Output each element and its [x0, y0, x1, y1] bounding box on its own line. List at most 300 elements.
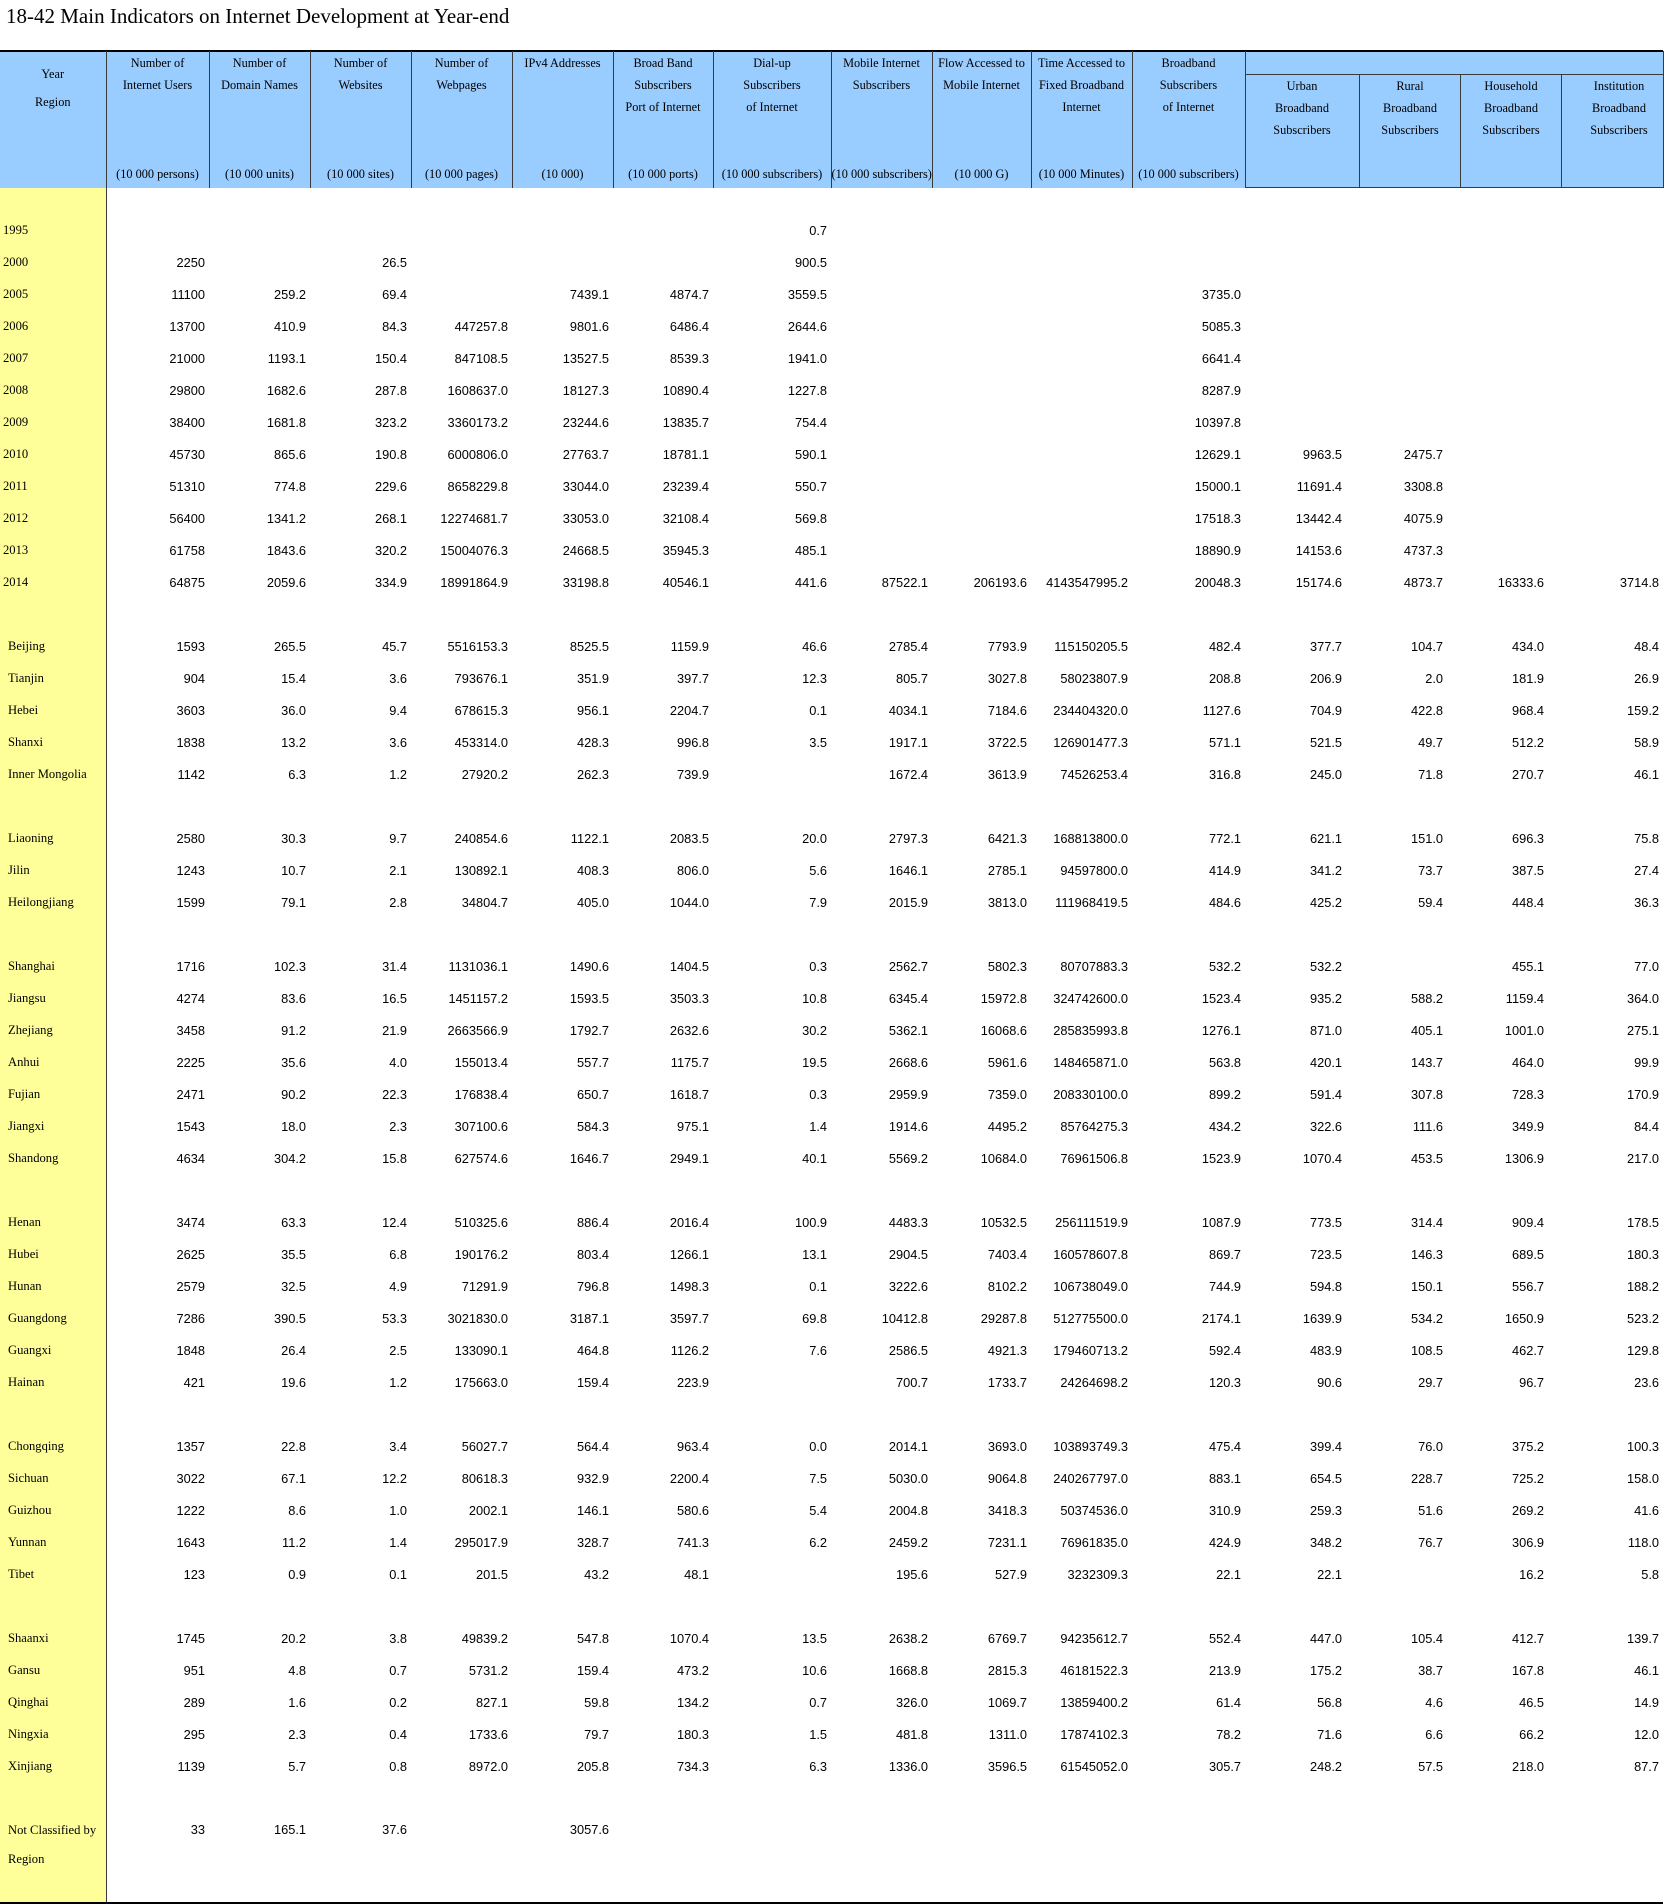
data-cell: 4075.9: [1403, 510, 1443, 526]
subcolumn-header: [1246, 75, 1359, 187]
data-cell: 3503.3: [669, 990, 709, 1006]
data-cell: 2580: [176, 830, 205, 846]
data-cell: 38400: [169, 414, 205, 430]
data-cell: [411, 278, 512, 310]
data-cell: 10.7: [281, 862, 306, 878]
region-row: [0, 1142, 1663, 1174]
column-header-line: of Internet: [1162, 100, 1215, 114]
subcolumn-header-line: Household: [1484, 79, 1538, 93]
region-row: [0, 662, 1663, 694]
data-cell: 774.8: [273, 478, 306, 494]
data-cell: 29800: [169, 382, 205, 398]
data-cell: 314.4: [1410, 1214, 1443, 1230]
data-cell: 2475.7: [1403, 446, 1443, 462]
data-cell: 700.7: [895, 1374, 928, 1390]
data-cell: [831, 310, 932, 342]
data-cell: 1843.6: [266, 542, 306, 558]
data-cell: 6486.4: [669, 318, 709, 334]
data-cell: [209, 214, 310, 246]
data-cell: 96.7: [1519, 1374, 1544, 1390]
data-cell: 234404320.0: [1053, 702, 1128, 718]
data-cell: 869.7: [1208, 1246, 1241, 1262]
region-label: Tibet: [0, 1558, 106, 1590]
data-cell: [613, 246, 713, 278]
data-cell: 689.5: [1511, 1246, 1544, 1262]
data-cell: 2949.1: [669, 1150, 709, 1166]
data-cell: 3693.0: [987, 1438, 1027, 1454]
data-cell: [1548, 374, 1663, 406]
data-cell: 1276.1: [1201, 1022, 1241, 1038]
data-cell: 481.8: [895, 1726, 928, 1742]
data-cell: 83.6: [281, 990, 306, 1006]
data-cell: 1243: [176, 862, 205, 878]
stub-region-label: Region: [34, 95, 71, 109]
data-cell: 696.3: [1511, 830, 1544, 846]
data-cell: 146.3: [1410, 1246, 1443, 1262]
data-cell: 108.5: [1410, 1342, 1443, 1358]
data-cell: 33044.0: [562, 478, 609, 494]
data-cell: 328.7: [576, 1534, 609, 1550]
region-row: [0, 1366, 1663, 1398]
data-cell: 106738049.0: [1053, 1278, 1128, 1294]
data-cell: 2014.1: [888, 1438, 928, 1454]
data-cell: 48.1: [684, 1566, 709, 1582]
data-cell: 428.3: [576, 734, 609, 750]
data-cell: 316.8: [1208, 766, 1241, 782]
data-cell: 14153.6: [1295, 542, 1342, 558]
data-cell: 23244.6: [562, 414, 609, 430]
data-cell: [1245, 342, 1346, 374]
year-label: 1995: [0, 214, 106, 246]
data-cell: 7.5: [809, 1470, 827, 1486]
data-cell: 806.0: [676, 862, 709, 878]
column-header: [1132, 51, 1245, 188]
data-cell: 5.6: [809, 862, 827, 878]
data-cell: [932, 342, 1031, 374]
data-cell: 734.3: [676, 1758, 709, 1774]
year-label: 2009: [0, 406, 106, 438]
data-cell: 1266.1: [669, 1246, 709, 1262]
data-cell: 165.1: [273, 1822, 306, 1837]
data-cell: 2174.1: [1201, 1310, 1241, 1326]
region-row: [0, 1462, 1663, 1494]
data-cell: 348.2: [1309, 1534, 1342, 1550]
data-cell: [831, 214, 932, 246]
year-row: [0, 342, 1663, 374]
data-cell: 170.9: [1626, 1086, 1659, 1102]
stub-header: [0, 51, 106, 188]
data-cell: 482.4: [1208, 638, 1241, 654]
data-cell: 3.6: [389, 734, 407, 750]
data-cell: 900.5: [794, 254, 827, 270]
subcolumn-header-line: Rural: [1396, 79, 1424, 93]
spacer-row: [0, 1590, 1663, 1622]
data-cell: 484.6: [1208, 894, 1241, 910]
data-cell: 130892.1: [454, 862, 508, 878]
region-row: [0, 822, 1663, 854]
data-cell: [1548, 310, 1663, 342]
data-cell: 2663566.9: [447, 1022, 508, 1038]
data-cell: 584.3: [576, 1118, 609, 1134]
data-cell: 4.8: [288, 1662, 306, 1678]
data-cell: 78.2: [1216, 1726, 1241, 1742]
data-cell: 1159.9: [670, 638, 709, 654]
data-cell: 2.8: [389, 894, 407, 910]
data-cell: 2644.6: [787, 318, 827, 334]
data-cell: 13.1: [802, 1246, 827, 1262]
data-cell: 3597.7: [669, 1310, 709, 1326]
region-row: [0, 1750, 1663, 1782]
data-cell: 447.0: [1309, 1630, 1342, 1646]
data-cell: 2562.7: [888, 958, 928, 974]
data-cell: 30.2: [802, 1022, 827, 1038]
data-cell: 621.1: [1309, 830, 1342, 846]
data-cell: 6769.7: [987, 1630, 1027, 1646]
data-cell: 1848: [176, 1342, 205, 1358]
data-cell: 375.2: [1511, 1438, 1544, 1454]
data-cell: 201.5: [475, 1566, 508, 1582]
data-cell: 11691.4: [1296, 478, 1342, 494]
data-cell: [831, 342, 932, 374]
data-cell: 24668.5: [562, 542, 609, 558]
data-cell: 9801.6: [569, 318, 609, 334]
data-cell: 475.4: [1208, 1438, 1241, 1454]
data-cell: [1447, 342, 1548, 374]
subcolumn-header-line: Subscribers: [1590, 123, 1648, 137]
data-cell: 434.2: [1208, 1118, 1241, 1134]
data-cell: 20.0: [802, 830, 827, 846]
data-cell: 139.7: [1626, 1630, 1659, 1646]
region-label: Heilongjiang: [0, 886, 106, 918]
data-cell: 15972.8: [980, 990, 1027, 1006]
data-cell: 1941.0: [787, 350, 827, 366]
region-label: Tianjin: [0, 662, 106, 694]
data-cell: 1608637.0: [447, 382, 508, 398]
column-header-line: of Internet: [746, 100, 798, 114]
data-cell: 1593.5: [569, 990, 609, 1006]
column-header-unit: (10 000 pages): [424, 167, 499, 181]
data-cell: [932, 1814, 1031, 1874]
data-cell: 0.7: [809, 1694, 827, 1710]
data-cell: 434.0: [1511, 638, 1544, 654]
region-row: [0, 726, 1663, 758]
data-cell: 424.9: [1208, 1534, 1241, 1550]
data-cell: [1447, 470, 1548, 502]
data-cell: 590.1: [794, 446, 827, 462]
data-cell: 1668.8: [888, 1662, 928, 1678]
data-cell: 594.8: [1309, 1278, 1342, 1294]
data-cell: 49.7: [1418, 734, 1443, 750]
data-cell: 1044.0: [669, 894, 709, 910]
data-cell: [106, 214, 209, 246]
region-label: Jiangxi: [0, 1110, 106, 1142]
data-cell: [1447, 1814, 1548, 1874]
data-cell: 341.2: [1309, 862, 1342, 878]
data-cell: 84.3: [382, 318, 407, 334]
data-cell: 571.1: [1208, 734, 1241, 750]
data-cell: 3.5: [809, 734, 827, 750]
data-cell: 175.2: [1309, 1662, 1342, 1678]
column-header: [613, 51, 713, 188]
data-cell: 94597800.0: [1060, 862, 1128, 878]
data-cell: 5802.3: [987, 958, 1027, 974]
year-label: 2013: [0, 534, 106, 566]
data-cell: 213.9: [1208, 1662, 1241, 1678]
data-cell: 77.0: [1634, 958, 1659, 974]
column-header-line: Broad Band: [633, 56, 693, 70]
subcolumn-header: [1359, 75, 1461, 187]
data-cell: [1548, 214, 1663, 246]
data-cell: [1031, 470, 1132, 502]
data-cell: [1447, 310, 1548, 342]
data-cell: 3722.5: [987, 734, 1027, 750]
data-cell: 455.1: [1511, 958, 1544, 974]
data-cell: 4034.1: [888, 702, 928, 718]
data-cell: 865.6: [273, 446, 306, 462]
region-label: Hainan: [0, 1366, 106, 1398]
data-cell: 14.9: [1634, 1694, 1659, 1710]
data-cell: 909.4: [1511, 1214, 1544, 1230]
subcolumn-header-line: Urban: [1286, 79, 1318, 93]
data-cell: 3474: [176, 1214, 205, 1230]
data-cell: [1031, 1814, 1132, 1874]
data-cell: [1132, 246, 1245, 278]
data-cell: [1346, 310, 1447, 342]
data-cell: 3458: [176, 1022, 205, 1038]
year-label: 2005: [0, 278, 106, 310]
data-cell: 23.6: [1634, 1374, 1659, 1390]
data-cell: 94235612.7: [1060, 1630, 1128, 1646]
data-cell: 33: [190, 1822, 205, 1837]
region-row: [0, 1270, 1663, 1302]
data-cell: [932, 310, 1031, 342]
data-cell: 1.2: [389, 766, 407, 782]
data-cell: 16333.6: [1497, 574, 1544, 590]
data-cell: 295: [183, 1726, 205, 1742]
data-cell: [932, 246, 1031, 278]
column-header: [209, 51, 310, 188]
column-header-line: Port of Internet: [625, 100, 701, 114]
data-cell: 2959.9: [888, 1086, 928, 1102]
data-cell: 20.2: [281, 1630, 306, 1646]
column-header: [411, 51, 512, 188]
data-cell: 0.3: [809, 958, 827, 974]
data-cell: 7.6: [809, 1342, 827, 1358]
data-cell: 725.2: [1511, 1470, 1544, 1486]
data-cell: 3559.5: [787, 286, 827, 302]
data-cell: 36.0: [281, 702, 306, 718]
data-cell: 4873.7: [1403, 574, 1443, 590]
data-cell: 3057.6: [569, 1822, 609, 1837]
region-row: [0, 1302, 1663, 1334]
data-cell: 148465871.0: [1053, 1054, 1128, 1070]
column-header-unit: (10 000 subscribers): [831, 167, 932, 181]
data-cell: 1193.1: [267, 350, 306, 366]
data-cell: [1031, 374, 1132, 406]
data-cell: 133090.1: [454, 1342, 508, 1358]
region-row: [0, 1014, 1663, 1046]
data-cell: 2.1: [389, 862, 407, 878]
data-cell: 16.5: [382, 990, 407, 1006]
region-row: [0, 1622, 1663, 1654]
data-cell: 29287.8: [980, 1310, 1027, 1326]
data-cell: 3308.8: [1403, 478, 1443, 494]
data-cell: 289: [183, 1694, 205, 1710]
data-cell: [1245, 374, 1346, 406]
data-cell: 1070.4: [669, 1630, 709, 1646]
data-cell: 158.0: [1626, 1470, 1659, 1486]
data-cell: 159.4: [576, 1374, 609, 1390]
data-cell: 176838.4: [454, 1086, 508, 1102]
data-cell: [1346, 374, 1447, 406]
data-cell: 275.1: [1626, 1022, 1659, 1038]
data-cell: 1069.7: [987, 1694, 1027, 1710]
data-cell: [932, 214, 1031, 246]
data-cell: 975.1: [676, 1118, 709, 1134]
column-header-line: Internet Users: [122, 78, 193, 92]
data-cell: 1227.8: [787, 382, 827, 398]
data-cell: 66.2: [1519, 1726, 1544, 1742]
data-cell: 1646.1: [888, 862, 928, 878]
data-cell: 2.5: [389, 1342, 407, 1358]
stub-year-label: Year: [41, 67, 65, 81]
region-row: [0, 1110, 1663, 1142]
data-cell: 2668.6: [888, 1054, 928, 1070]
data-cell: 22.8: [281, 1438, 306, 1454]
data-cell: 0.1: [389, 1566, 407, 1582]
data-cell: 134.2: [676, 1694, 709, 1710]
data-cell: 3360173.2: [447, 414, 508, 430]
data-cell: 9064.8: [987, 1470, 1027, 1486]
data-cell: [831, 246, 932, 278]
data-cell: 8525.5: [569, 638, 609, 654]
data-cell: 8287.9: [1201, 382, 1241, 398]
region-label: Gansu: [0, 1654, 106, 1686]
data-cell: 2815.3: [987, 1662, 1027, 1678]
data-cell: 71.8: [1418, 766, 1443, 782]
column-header-unit: (10 000 subscribers): [721, 167, 823, 181]
data-cell: 772.1: [1208, 830, 1241, 846]
data-cell: 2004.8: [888, 1502, 928, 1518]
region-label: Jilin: [0, 854, 106, 886]
data-cell: 240267797.0: [1053, 1470, 1128, 1486]
data-cell: 552.4: [1208, 1630, 1241, 1646]
column-header-line: Dial-up: [753, 56, 791, 70]
data-cell: 1.4: [389, 1534, 407, 1550]
data-cell: [1447, 278, 1548, 310]
data-cell: [831, 278, 932, 310]
data-cell: 2.0: [1425, 670, 1443, 686]
data-cell: [1031, 214, 1132, 246]
data-cell: 168813800.0: [1053, 830, 1128, 846]
data-cell: 35.5: [281, 1246, 306, 1262]
region-label: Zhejiang: [0, 1014, 106, 1046]
data-cell: 105.4: [1410, 1630, 1443, 1646]
year-row: [0, 438, 1663, 470]
data-cell: 793676.1: [454, 670, 508, 686]
column-header-line: IPv4 Addresses: [524, 56, 601, 70]
data-cell: 2015.9: [888, 894, 928, 910]
spacer-row: [0, 1398, 1663, 1430]
data-cell: 16.2: [1519, 1566, 1544, 1582]
data-cell: 4737.3: [1403, 542, 1443, 558]
data-cell: 1681.8: [266, 414, 306, 430]
region-label: Hunan: [0, 1270, 106, 1302]
data-cell: [1447, 534, 1548, 566]
column-header-unit: (10 000 Minutes): [1038, 167, 1125, 181]
data-cell: 53.3: [382, 1310, 407, 1326]
data-cell: 7359.0: [987, 1086, 1027, 1102]
data-cell: 22.1: [1317, 1566, 1342, 1582]
data-cell: 462.7: [1511, 1342, 1544, 1358]
data-cell: [932, 438, 1031, 470]
data-cell: 268.1: [374, 510, 407, 526]
data-cell: 744.9: [1208, 1278, 1241, 1294]
data-cell: 46.5: [1519, 1694, 1544, 1710]
data-cell: 256111519.9: [1055, 1214, 1128, 1230]
data-cell: 899.2: [1208, 1086, 1241, 1102]
subcolumn-header-line: Subscribers: [1381, 123, 1439, 137]
data-cell: 16068.6: [980, 1022, 1027, 1038]
data-cell: 3.8: [389, 1630, 407, 1646]
data-cell: 420.1: [1309, 1054, 1342, 1070]
year-row: [0, 214, 1663, 246]
column-header-line: Subscribers: [743, 78, 801, 92]
region-row: [0, 1558, 1663, 1590]
data-cell: 464.8: [576, 1342, 609, 1358]
data-cell: 61.4: [1216, 1694, 1241, 1710]
column-header-unit: (10 000 G): [954, 167, 1009, 181]
data-cell: 2083.5: [669, 830, 709, 846]
data-cell: [1346, 214, 1447, 246]
data-cell: 1792.7: [569, 1022, 609, 1038]
data-cell: 932.9: [576, 1470, 609, 1486]
data-cell: [1346, 1558, 1447, 1590]
data-cell: 245.0: [1309, 766, 1342, 782]
data-cell: [831, 470, 932, 502]
data-cell: 996.8: [676, 734, 709, 750]
subcolumn-header-line: Institution: [1593, 79, 1645, 93]
data-cell: 73.7: [1418, 862, 1443, 878]
data-cell: 80707883.3: [1060, 958, 1128, 974]
column-header-unit: (10 000 persons): [116, 167, 199, 181]
data-cell: 886.4: [576, 1214, 609, 1230]
data-cell: 61758: [169, 542, 205, 558]
data-cell: 64875: [169, 574, 205, 590]
data-cell: 1087.9: [1201, 1214, 1241, 1230]
data-cell: 556.7: [1511, 1278, 1544, 1294]
data-cell: 847108.5: [454, 350, 508, 366]
data-cell: 5085.3: [1201, 318, 1241, 334]
subcolumn-header-line: Broadband: [1275, 101, 1329, 115]
data-cell: [1245, 1814, 1346, 1874]
data-cell: 5569.2: [888, 1150, 928, 1166]
region-label: Henan: [0, 1206, 106, 1238]
data-cell: 12629.1: [1194, 446, 1241, 462]
data-cell: 3022: [176, 1470, 205, 1486]
data-cell: [512, 214, 613, 246]
data-cell: 63.3: [281, 1214, 306, 1230]
region-row: [0, 1238, 1663, 1270]
data-cell: [831, 374, 932, 406]
table-body: [0, 188, 1663, 1904]
data-cell: 37.6: [382, 1822, 407, 1837]
data-cell: 1.5: [809, 1726, 827, 1742]
data-cell: 0.7: [389, 1662, 407, 1678]
data-cell: 827.1: [475, 1694, 508, 1710]
data-cell: 0.2: [389, 1694, 407, 1710]
region-label: Guangxi: [0, 1334, 106, 1366]
